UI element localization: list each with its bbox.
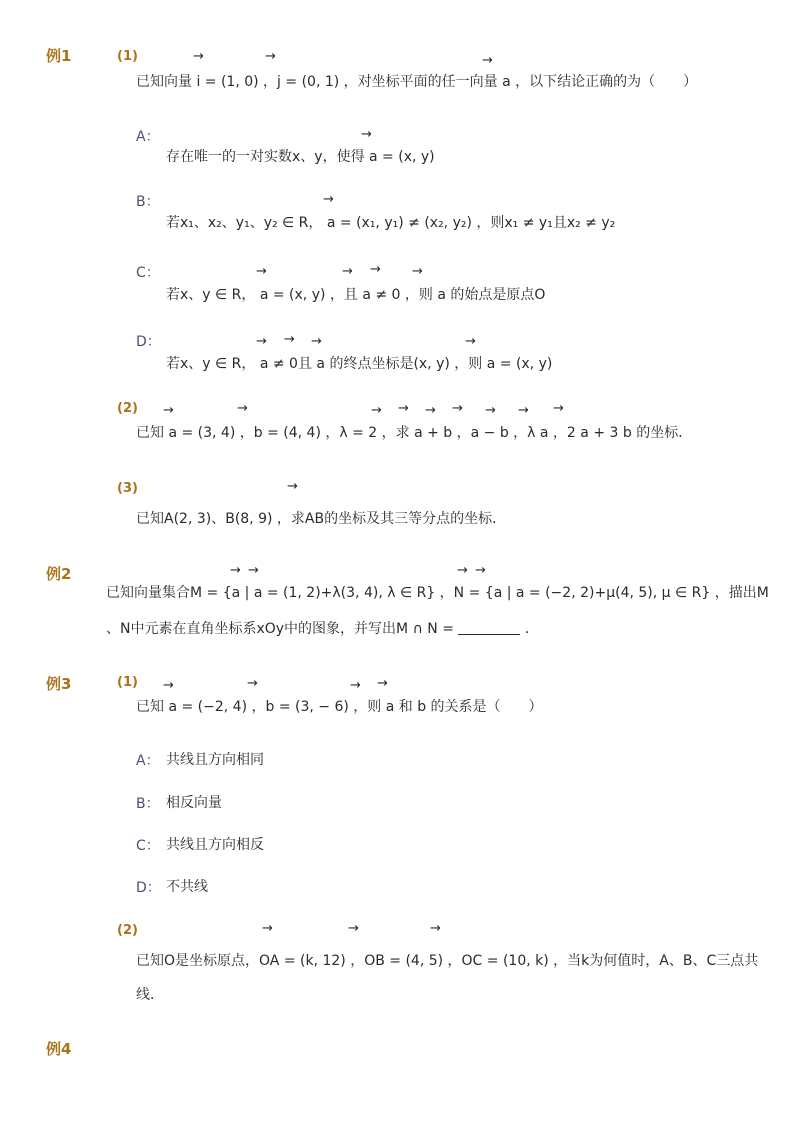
option-a-text: 存在唯一的一对实数x、y，使得 a = (x, y) — [166, 149, 435, 165]
vector-arrow: → — [163, 403, 174, 418]
ex2-question-line1: 已知向量集合M = {a | a = (1, 2)+λ(3, 4), λ ∈ R} ，N = {a | a = (−2, 2)+μ(4, 5), μ ∈ R} ，描出M — [106, 585, 769, 601]
vector-arrow: → — [553, 401, 564, 416]
vector-arrow: → — [377, 676, 388, 691]
example-1-label: 例1 — [46, 47, 72, 65]
vector-arrow: → — [482, 53, 493, 68]
ex1-part1-label: (1) — [117, 49, 138, 64]
option-c-letter: C： — [136, 265, 160, 281]
ex3-part2-label: (2) — [117, 923, 138, 938]
ex1-part2-question: 已知 a = (3, 4) ，b = (4, 4) ，λ = 2 ，求 a + b ，a − b ，λ a ，2 a + 3 b 的坐标． — [136, 425, 693, 441]
option-d-text: 若x、y ∈ R， a ≠ 0且 a 的终点坐标是(x, y) ，则 a = (x, y) — [166, 356, 553, 372]
vector-arrow: → — [163, 678, 174, 693]
vector-arrow: → — [457, 563, 468, 578]
option-c-text: 若x、y ∈ R， a = (x, y) ，且 a ≠ 0 ，则 a 的始点是原点O — [166, 287, 546, 303]
example-4-label: 例4 — [46, 1040, 72, 1058]
vector-arrow: → — [287, 479, 298, 494]
vector-arrow: → — [371, 403, 382, 418]
vector-arrow: → — [350, 678, 361, 693]
answer-blank — [458, 620, 520, 635]
option-c-text: 共线且方向相反 — [166, 837, 264, 853]
example-2-label: 例2 — [46, 565, 72, 583]
ex3-part1-question: 已知 a = (−2, 4) ，b = (3, − 6) ，则 a 和 b 的关系是（ ） — [136, 699, 543, 715]
option-d-text: 不共线 — [166, 879, 208, 895]
vector-arrow: → — [348, 921, 359, 936]
vector-arrow: → — [311, 334, 322, 349]
vector-arrow: → — [323, 192, 334, 207]
vector-arrow: → — [262, 921, 273, 936]
vector-arrow: → — [230, 563, 241, 578]
vector-arrow: → — [430, 921, 441, 936]
vector-arrow: → — [237, 401, 248, 416]
ex3-part2-question-line2: 线． — [136, 987, 164, 1003]
vector-arrow: → — [256, 264, 267, 279]
vector-arrow: → — [284, 332, 295, 347]
vector-arrow: → — [485, 403, 496, 418]
option-a-letter: A： — [136, 753, 160, 769]
vector-arrow: → — [342, 264, 353, 279]
vector-arrow: → — [412, 264, 423, 279]
vector-arrow: → — [465, 334, 476, 349]
ex3-part1-label: (1) — [117, 675, 138, 690]
ex1-part3-label: (3) — [117, 481, 138, 496]
option-b-letter: B： — [136, 796, 160, 812]
vector-arrow: → — [452, 401, 463, 416]
ex1-part3-question: 已知A(2, 3)、B(8, 9) ，求AB的坐标及其三等分点的坐标． — [136, 511, 507, 527]
vector-arrow: → — [248, 563, 259, 578]
vector-arrow: → — [370, 262, 381, 277]
vector-arrow: → — [265, 49, 276, 64]
example-3-label: 例3 — [46, 675, 72, 693]
option-b-text: 相反向量 — [166, 795, 222, 811]
option-b-text: 若x₁、x₂、y₁、y₂ ∈ R， a = (x₁, y₁) ≠ (x₂, y₂) ，则x₁ ≠ y₁且x₂ ≠ y₂ — [166, 215, 616, 231]
vector-arrow: → — [193, 49, 204, 64]
ex1-part2-label: (2) — [117, 401, 138, 416]
vector-arrow: → — [475, 563, 486, 578]
option-c-letter: C： — [136, 838, 160, 854]
option-a-letter: A： — [136, 129, 160, 145]
vector-arrow: → — [247, 676, 258, 691]
ex3-part2-question-line1: 已知O是坐标原点，OA = (k, 12) ，OB = (4, 5) ，OC = (10, k) ，当k为何值时，A、B、C三点共 — [136, 953, 759, 969]
vector-arrow: → — [256, 334, 267, 349]
option-a-text: 共线且方向相同 — [166, 752, 264, 768]
vector-arrow: → — [361, 127, 372, 142]
option-b-letter: B： — [136, 194, 160, 210]
ex2-question-line2: 、N中元素在直角坐标系xOy中的图象，并写出M ∩ N = ． — [106, 621, 539, 637]
option-d-letter: D： — [136, 334, 161, 350]
vector-arrow: → — [518, 403, 529, 418]
vector-arrow: → — [425, 403, 436, 418]
vector-arrow: → — [398, 401, 409, 416]
option-d-letter: D： — [136, 880, 161, 896]
ex1-part1-question: 已知向量 i = (1, 0) ，j = (0, 1) ，对坐标平面的任一向量 a ，以下结论正确的为（ ） — [136, 74, 698, 90]
